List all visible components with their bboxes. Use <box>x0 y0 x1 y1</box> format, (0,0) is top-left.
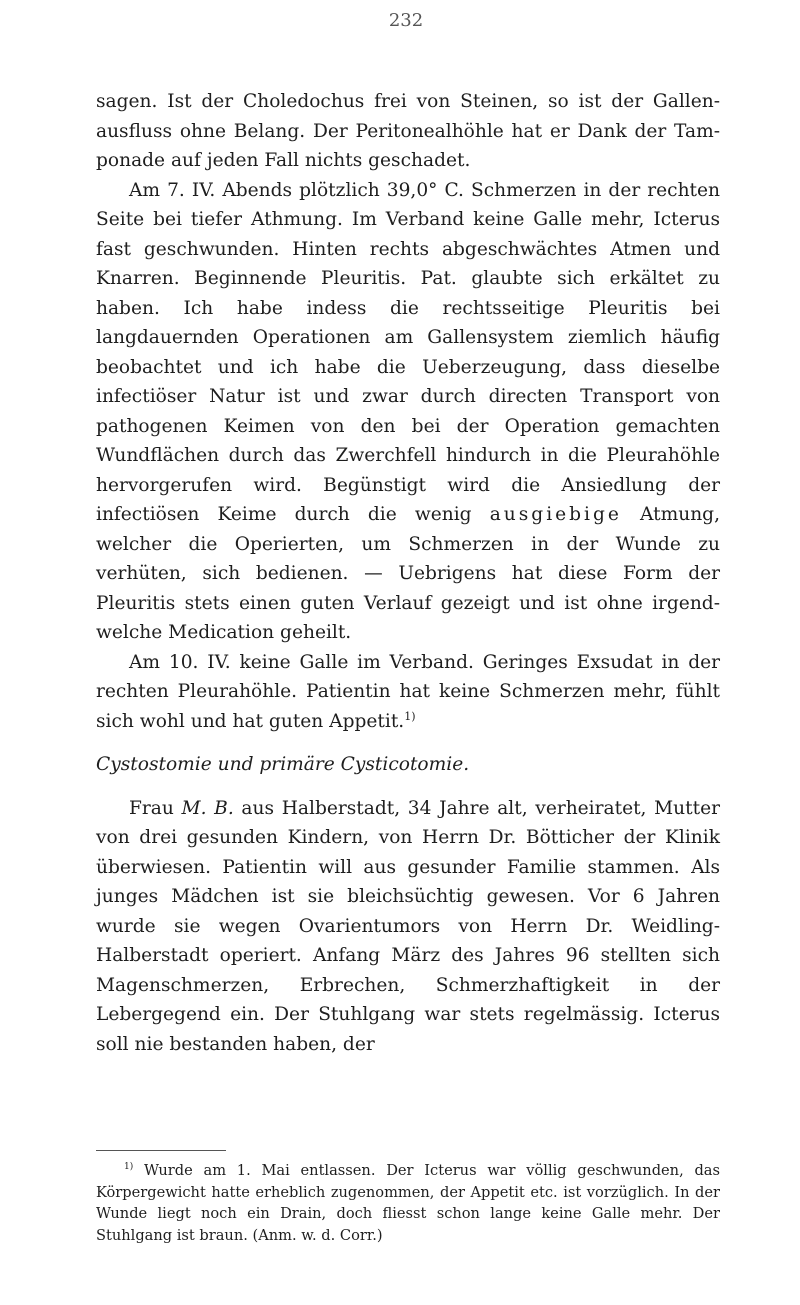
paragraph-continuation: sagen. Ist der Choledochus frei von Steinen, so ist der Gallenausfluss ohne Belang. Der Peritonealhöhle hat er Dank der Tamponade auf jeden Fall nichts geschadet. <box>96 91 720 171</box>
spaced-emphasis: ausgiebige <box>489 504 622 525</box>
paragraph-april-7 <box>96 176 720 648</box>
body-text <box>96 87 720 1059</box>
case-text: aus Halberstadt, 34 Jahre alt, verheiratet, Mutter von drei gesunden Kindern, von Herrn Dr. Bötticher der Klinik überwiesen. Patientin will aus gesunder Familie stammen. Als junges Mädchen ist sie bleichsüchtig gewesen. Vor 6 Jahren wurde sie wegen Ovarientumors von Herrn Dr. Weidling-Halberstadt operiert. Anfang März des Jahres 96 stellten sich Magenschmerzen, Erbrechen, Schmerzhaftigkeit in der Lebergegend ein. Der Stuhlgang war stets regelmässig. Icterus soll nie bestanden haben, der <box>96 797 720 1055</box>
paragraph-april-7-text-end: Atmung, welcher die Operierten, um Schmerzen in der Wunde zu verhüten, sich bedienen. — Uebrigens hat diese Form der Pleuritis stets einen guten Verlauf gezeigt und ist ohne irgendwelche Medication geheilt. <box>96 504 720 643</box>
paragraph-april-10-text: Am 10. IV. keine Galle im Verband. Geringes Exsudat in der rechten Pleurahöhle. Patientin hat keine Schmerzen mehr, fühlt sich wohl und hat guten Appetit. <box>96 651 720 732</box>
case-lead: Frau <box>129 797 182 819</box>
paragraph-case-history <box>96 794 720 1060</box>
section-heading: Cystostomie und primäre Cysticotomie. <box>96 754 470 775</box>
footnote-divider <box>96 1150 226 1151</box>
patient-initials: M. B. <box>181 797 234 819</box>
paragraph-april-10 <box>96 648 720 737</box>
paragraph-april-7-text: Am 7. IV. Abends plötzlich 39,0° C. Schmerzen in der rechten Seite bei tiefer Athmung. Im Verband keine Galle mehr, Icterus fast geschwunden. Hinten rechts abgeschwächtes Atmen und Knarren. Beginnende Pleuritis. Pat. glaubte sich erkältet zu haben. Ich habe indess die rechtsseitige Pleuritis bei langdauernden Operationen am Gallensystem ziemlich häufig beobachtet und ich habe die Ueberzeugung, dass dieselbe infectiöser Natur ist und zwar durch directen Transport von pathogenen Keimen von den bei der Operation gemachten Wundflächen durch das Zwerchfell hindurch in die Pleurahöhle hervorgerufen wird. Begünstigt wird die Ansiedlung der infectiösen Keime durch die wenig <box>96 179 720 525</box>
footnote <box>96 1160 720 1246</box>
page-number: 232 <box>388 10 424 31</box>
footnote-text: Wurde am 1. Mai entlassen. Der Icterus war völlig geschwunden, das Körpergewicht hatte erheblich zugenommen, der Appetit etc. ist vorzüglich. In der Wunde liegt noch ein Drain, doch fliesst schon lange keine Galle mehr. Der Stuhlgang ist braun. (Anm. w. d. Corr.) <box>96 1162 720 1244</box>
footnote-reference: 1) <box>404 709 416 723</box>
footnote-mark: 1) <box>124 1162 134 1173</box>
